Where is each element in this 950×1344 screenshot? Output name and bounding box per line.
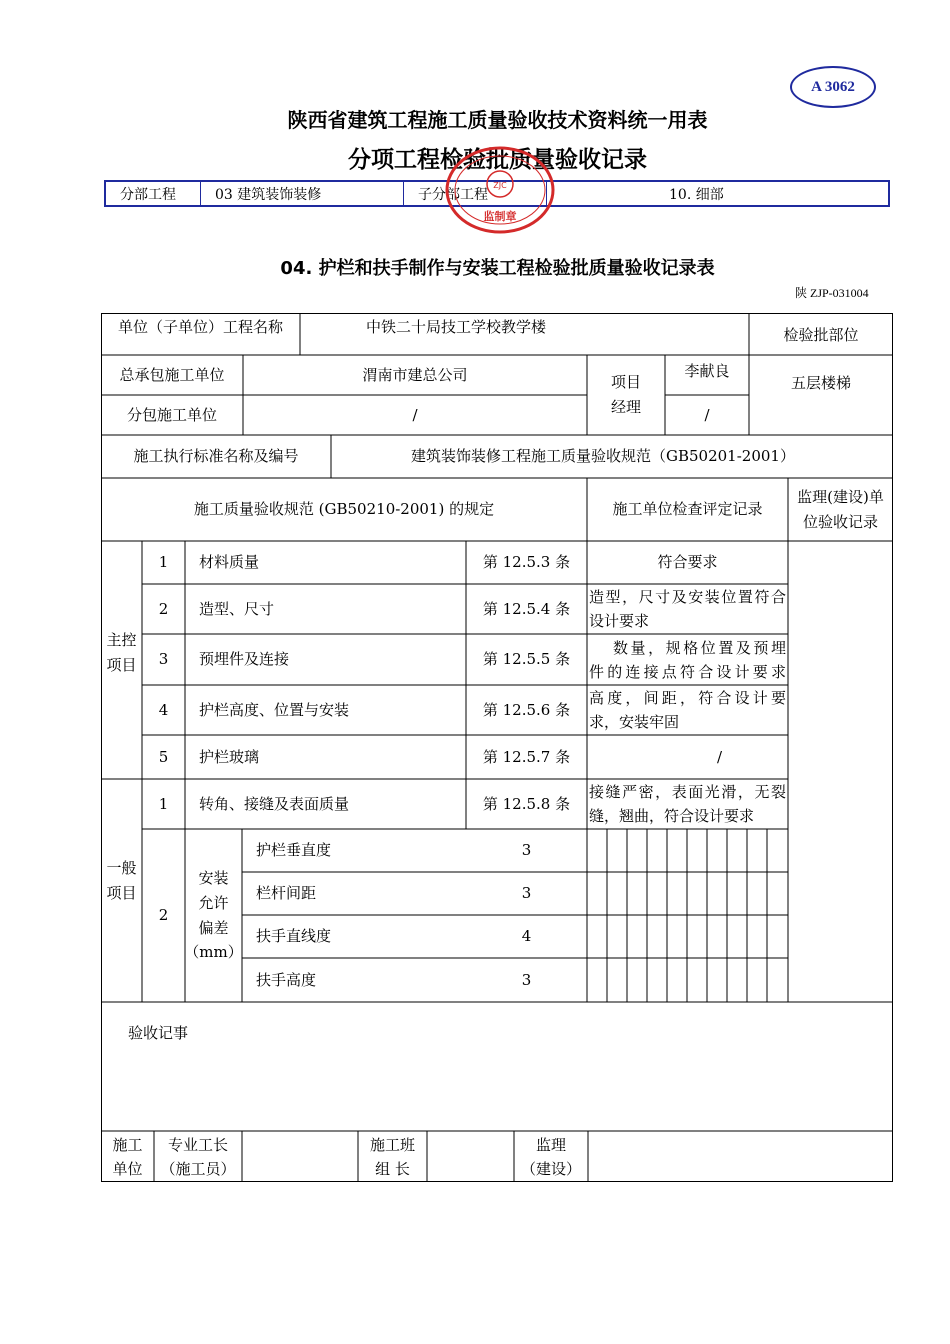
unit-name-value: 中铁二十局技工学校教学楼 bbox=[366, 318, 547, 336]
batch-location-value: 五层楼梯 bbox=[790, 373, 851, 392]
subpart-value: 03 建筑装饰装修 bbox=[201, 182, 404, 205]
tolerance-name: 扶手直线度 bbox=[256, 927, 332, 946]
subcontractor-label: 分包施工单位 bbox=[126, 405, 217, 424]
sub-subpart-label: 子分部工程 bbox=[404, 182, 547, 205]
supervision-seal bbox=[444, 146, 556, 236]
subcontractor-value: / bbox=[412, 405, 418, 424]
tolerance-name: 扶手高度 bbox=[256, 970, 317, 989]
main-item-clause: 第 12.5.4 条 bbox=[482, 599, 571, 618]
contractor-check-header: 施工单位检查评定记录 bbox=[612, 500, 763, 519]
unit-name-label: 单位（子单位）工程名称 bbox=[117, 318, 283, 336]
main-item-clause: 第 12.5.6 条 bbox=[482, 700, 571, 719]
project-manager-value: 李献良 bbox=[684, 362, 730, 380]
main-item-number: 5 bbox=[158, 747, 169, 766]
sub-project-manager-value: / bbox=[704, 405, 710, 424]
tolerance-value: 4 bbox=[521, 927, 532, 946]
record-line: 求，安装牢固 bbox=[589, 713, 680, 731]
tolerance-name: 栏杆间距 bbox=[256, 884, 317, 903]
main-item-clause: 第 12.5.7 条 bbox=[482, 747, 571, 766]
subpart-label: 分部工程 bbox=[106, 182, 201, 205]
main-item-record bbox=[587, 685, 788, 735]
contractor-label: 总承包施工单位 bbox=[119, 365, 225, 384]
main-item-number: 1 bbox=[158, 553, 169, 572]
batch-location-label: 检验批部位 bbox=[783, 325, 859, 344]
general-items-label: 一般 项目 bbox=[106, 858, 137, 902]
svg-text:监制章: 监制章 bbox=[483, 210, 517, 223]
svg-text:ZJC: ZJC bbox=[493, 181, 507, 190]
main-item-name: 护栏高度、位置与安装 bbox=[199, 700, 350, 719]
standard-value: 建筑装饰装修工程施工质量验收规范（GB50201-2001） bbox=[411, 447, 795, 466]
signature-supervisor-label: 监理 （建设） bbox=[520, 1135, 581, 1178]
general-item-clause: 第 12.5.8 条 bbox=[482, 794, 571, 813]
tolerance-value: 3 bbox=[521, 841, 532, 860]
main-item-record: / bbox=[717, 747, 723, 766]
signature-team-leader-label: 施工班 组 长 bbox=[369, 1135, 415, 1178]
general-item-record bbox=[587, 779, 788, 829]
record-line: 造型，尺寸及安装位置符合 bbox=[589, 588, 786, 606]
main-item-number: 3 bbox=[158, 650, 169, 669]
form-code: 陕 ZJP-031004 bbox=[795, 286, 869, 300]
general-item-name: 转角、接缝及表面质量 bbox=[199, 794, 350, 813]
main-item-record bbox=[587, 634, 788, 685]
record-line: 缝，翘曲，符合设计要求 bbox=[589, 807, 755, 825]
project-manager-label: 项目 经理 bbox=[610, 373, 641, 416]
spec-header: 施工质量验收规范 (GB50210-2001) 的规定 bbox=[193, 500, 495, 519]
main-item-name: 造型、尺寸 bbox=[199, 599, 275, 618]
record-line: 数量，规格位置及预埋 bbox=[613, 638, 786, 657]
record-line: 设计要求 bbox=[589, 612, 650, 630]
main-item-name: 预埋件及连接 bbox=[199, 650, 290, 669]
standard-label: 施工执行标准名称及编号 bbox=[133, 447, 299, 466]
main-item-record: 符合要求 bbox=[657, 553, 718, 572]
main-item-name: 护栏玻璃 bbox=[199, 747, 260, 766]
form-title: 04. 护栏和扶手制作与安装工程检验批质量验收记录表 bbox=[280, 258, 715, 279]
document-title: 陕西省建筑工程施工质量验收技术资料统一用表 bbox=[287, 108, 708, 132]
main-item-clause: 第 12.5.5 条 bbox=[482, 650, 571, 669]
main-item-clause: 第 12.5.3 条 bbox=[482, 553, 571, 572]
tolerance-value: 3 bbox=[521, 970, 532, 989]
general-item-number: 1 bbox=[158, 794, 169, 813]
tolerance-label: 安装 允许 偏差 （mm） bbox=[184, 869, 243, 962]
remarks-label: 验收记事 bbox=[128, 1023, 189, 1042]
main-items-label: 主控 项目 bbox=[106, 631, 137, 674]
signature-construction-unit: 施工 单位 bbox=[112, 1135, 143, 1178]
sub-subpart-value: 10. 细部 bbox=[669, 186, 724, 203]
record-title: 分项工程检验批质量验收记录 bbox=[348, 147, 647, 173]
form-number-badge: A 3062 bbox=[790, 66, 876, 108]
record-line: 件的连接点符合设计要求 bbox=[589, 662, 786, 681]
record-line: 接缝严密，表面光滑，无裂 bbox=[589, 783, 786, 801]
general-item-number: 2 bbox=[158, 906, 169, 925]
inspection-table bbox=[101, 313, 893, 1182]
main-item-record bbox=[587, 584, 788, 634]
record-line: 高度，间距，符合设计要 bbox=[589, 689, 786, 707]
signature-foreman-label: 专业工长 （施工员） bbox=[160, 1135, 236, 1178]
contractor-value: 渭南市建总公司 bbox=[362, 365, 468, 384]
main-item-number: 4 bbox=[158, 700, 169, 719]
tolerance-name: 护栏垂直度 bbox=[256, 841, 332, 860]
tolerance-value: 3 bbox=[521, 884, 532, 903]
supervisor-check-header: 监理(建设)单 位验收记录 bbox=[797, 487, 884, 531]
main-item-name: 材料质量 bbox=[199, 553, 260, 572]
main-item-number: 2 bbox=[158, 599, 169, 618]
